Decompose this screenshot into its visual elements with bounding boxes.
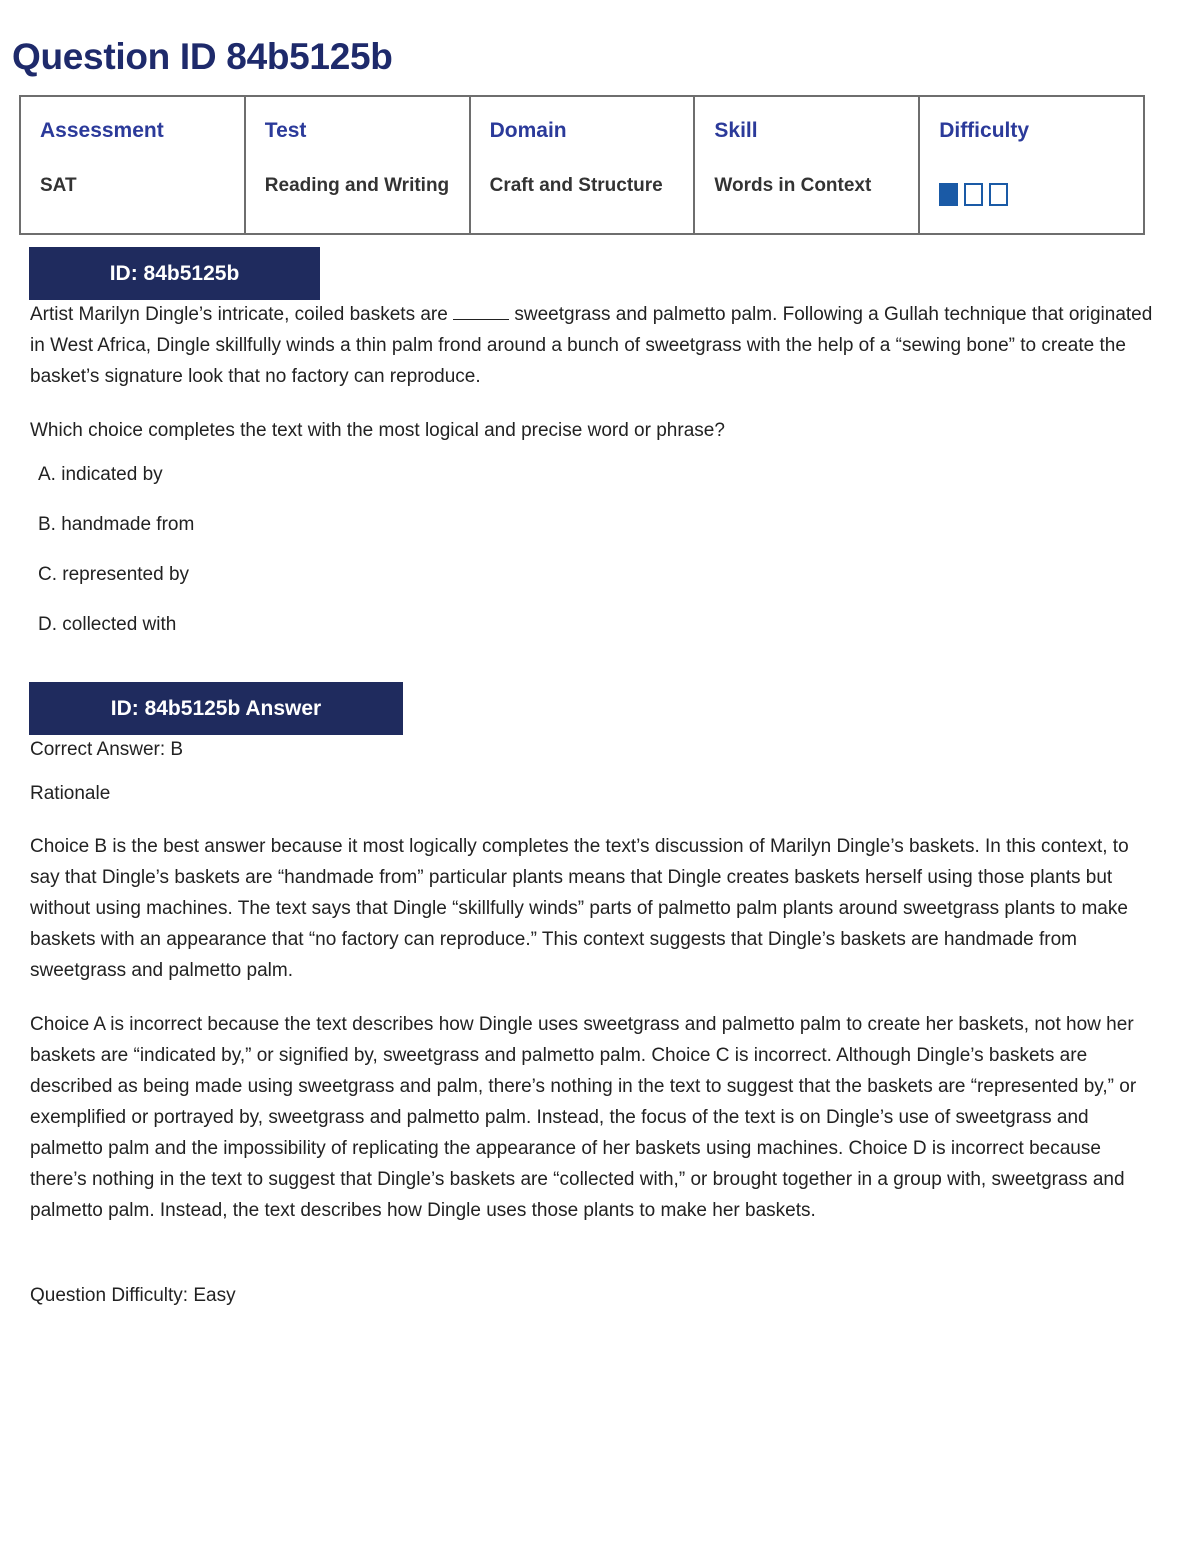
passage-after-blank: sweetgrass and palmetto palm. Following a Gullah technique that originated in West Africa, Dingle skillfully winds a thin palm frond around a bunch of sweetgrass with the help of a “sewing bone” to create the basket’s signature look that no factory can reproduce.: [30, 304, 1153, 387]
assessment-value: SAT: [40, 175, 77, 196]
difficulty-meter: [939, 183, 1143, 206]
choice-b[interactable]: B. handmade from: [38, 514, 195, 535]
page-title: Question ID 84b5125b: [12, 36, 393, 77]
domain-label: Domain: [489, 119, 567, 142]
assessment-cell: [20, 96, 245, 234]
rationale-paragraph-1: Choice B is the best answer because it most logically completes the text’s discussion of Marilyn Dingle’s baskets. In this context, to say that Dingle’s baskets are “handmade from” particular plants means that Dingle creates baskets herself using those plants but without using machines. The text says that Dingle “skillfully winds” parts of palmetto palm plants around sweetgrass plants to make baskets with an appearance that “no factory can reproduce.” This context suggests that Dingle’s baskets are handmade from sweetgrass and palmetto palm.: [30, 836, 1129, 981]
correct-answer: Correct Answer: B: [30, 739, 184, 760]
answer-id-banner: ID: 84b5125b Answer: [29, 682, 403, 735]
test-value: Reading and Writing: [264, 175, 450, 196]
difficulty-cell: [919, 96, 1144, 234]
skill-label: Skill: [714, 119, 758, 142]
skill-cell: [694, 96, 919, 234]
question-prompt: Which choice completes the text with the most logical and precise word or phrase?: [30, 420, 725, 441]
difficulty-box-empty: [964, 183, 983, 206]
difficulty-box-empty: [989, 183, 1008, 206]
assessment-label: Assessment: [40, 119, 164, 142]
test-cell: [245, 96, 470, 234]
test-label: Test: [264, 119, 307, 142]
choice-c[interactable]: C. represented by: [38, 564, 190, 585]
domain-value: Craft and Structure: [489, 175, 663, 196]
question-metadata-table: [19, 95, 1145, 235]
skill-value: Words in Context: [714, 175, 872, 196]
rationale-heading: Rationale: [30, 783, 111, 804]
choice-d[interactable]: D. collected with: [38, 614, 177, 635]
passage-before-blank: Artist Marilyn Dingle’s intricate, coiled baskets are: [30, 304, 448, 325]
difficulty-box-filled: [939, 183, 958, 206]
answer-blank: [453, 305, 509, 320]
rationale-paragraph-2: Choice A is incorrect because the text describes how Dingle uses sweetgrass and palmetto palm to create her baskets, not how her baskets are “indicated by,” or signified by, sweetgrass and palmetto palm. Choice C is incorrect. Although Dingle’s baskets are described as being made using sweetgrass and palm, there’s nothing in the text to suggest that the baskets are “represented by,” or exemplified or portrayed by, sweetgrass and palmetto palm. Instead, the focus of the text is on Dingle’s use of sweetgrass and palmetto palm and the impossibility of replicating the appearance of her baskets using machines. Choice D is incorrect because there’s nothing in the text to suggest that Dingle’s baskets are “collected with,” or brought together in a group with, sweetgrass and palmetto palm. Instead, the text describes how Dingle uses those plants to make her baskets.: [30, 1014, 1137, 1221]
question-passage: [30, 299, 1155, 392]
question-id-banner: ID: 84b5125b: [29, 247, 320, 300]
choice-a[interactable]: A. indicated by: [38, 464, 163, 485]
question-difficulty: Question Difficulty: Easy: [30, 1285, 236, 1306]
difficulty-label: Difficulty: [939, 119, 1030, 142]
domain-cell: [470, 96, 695, 234]
